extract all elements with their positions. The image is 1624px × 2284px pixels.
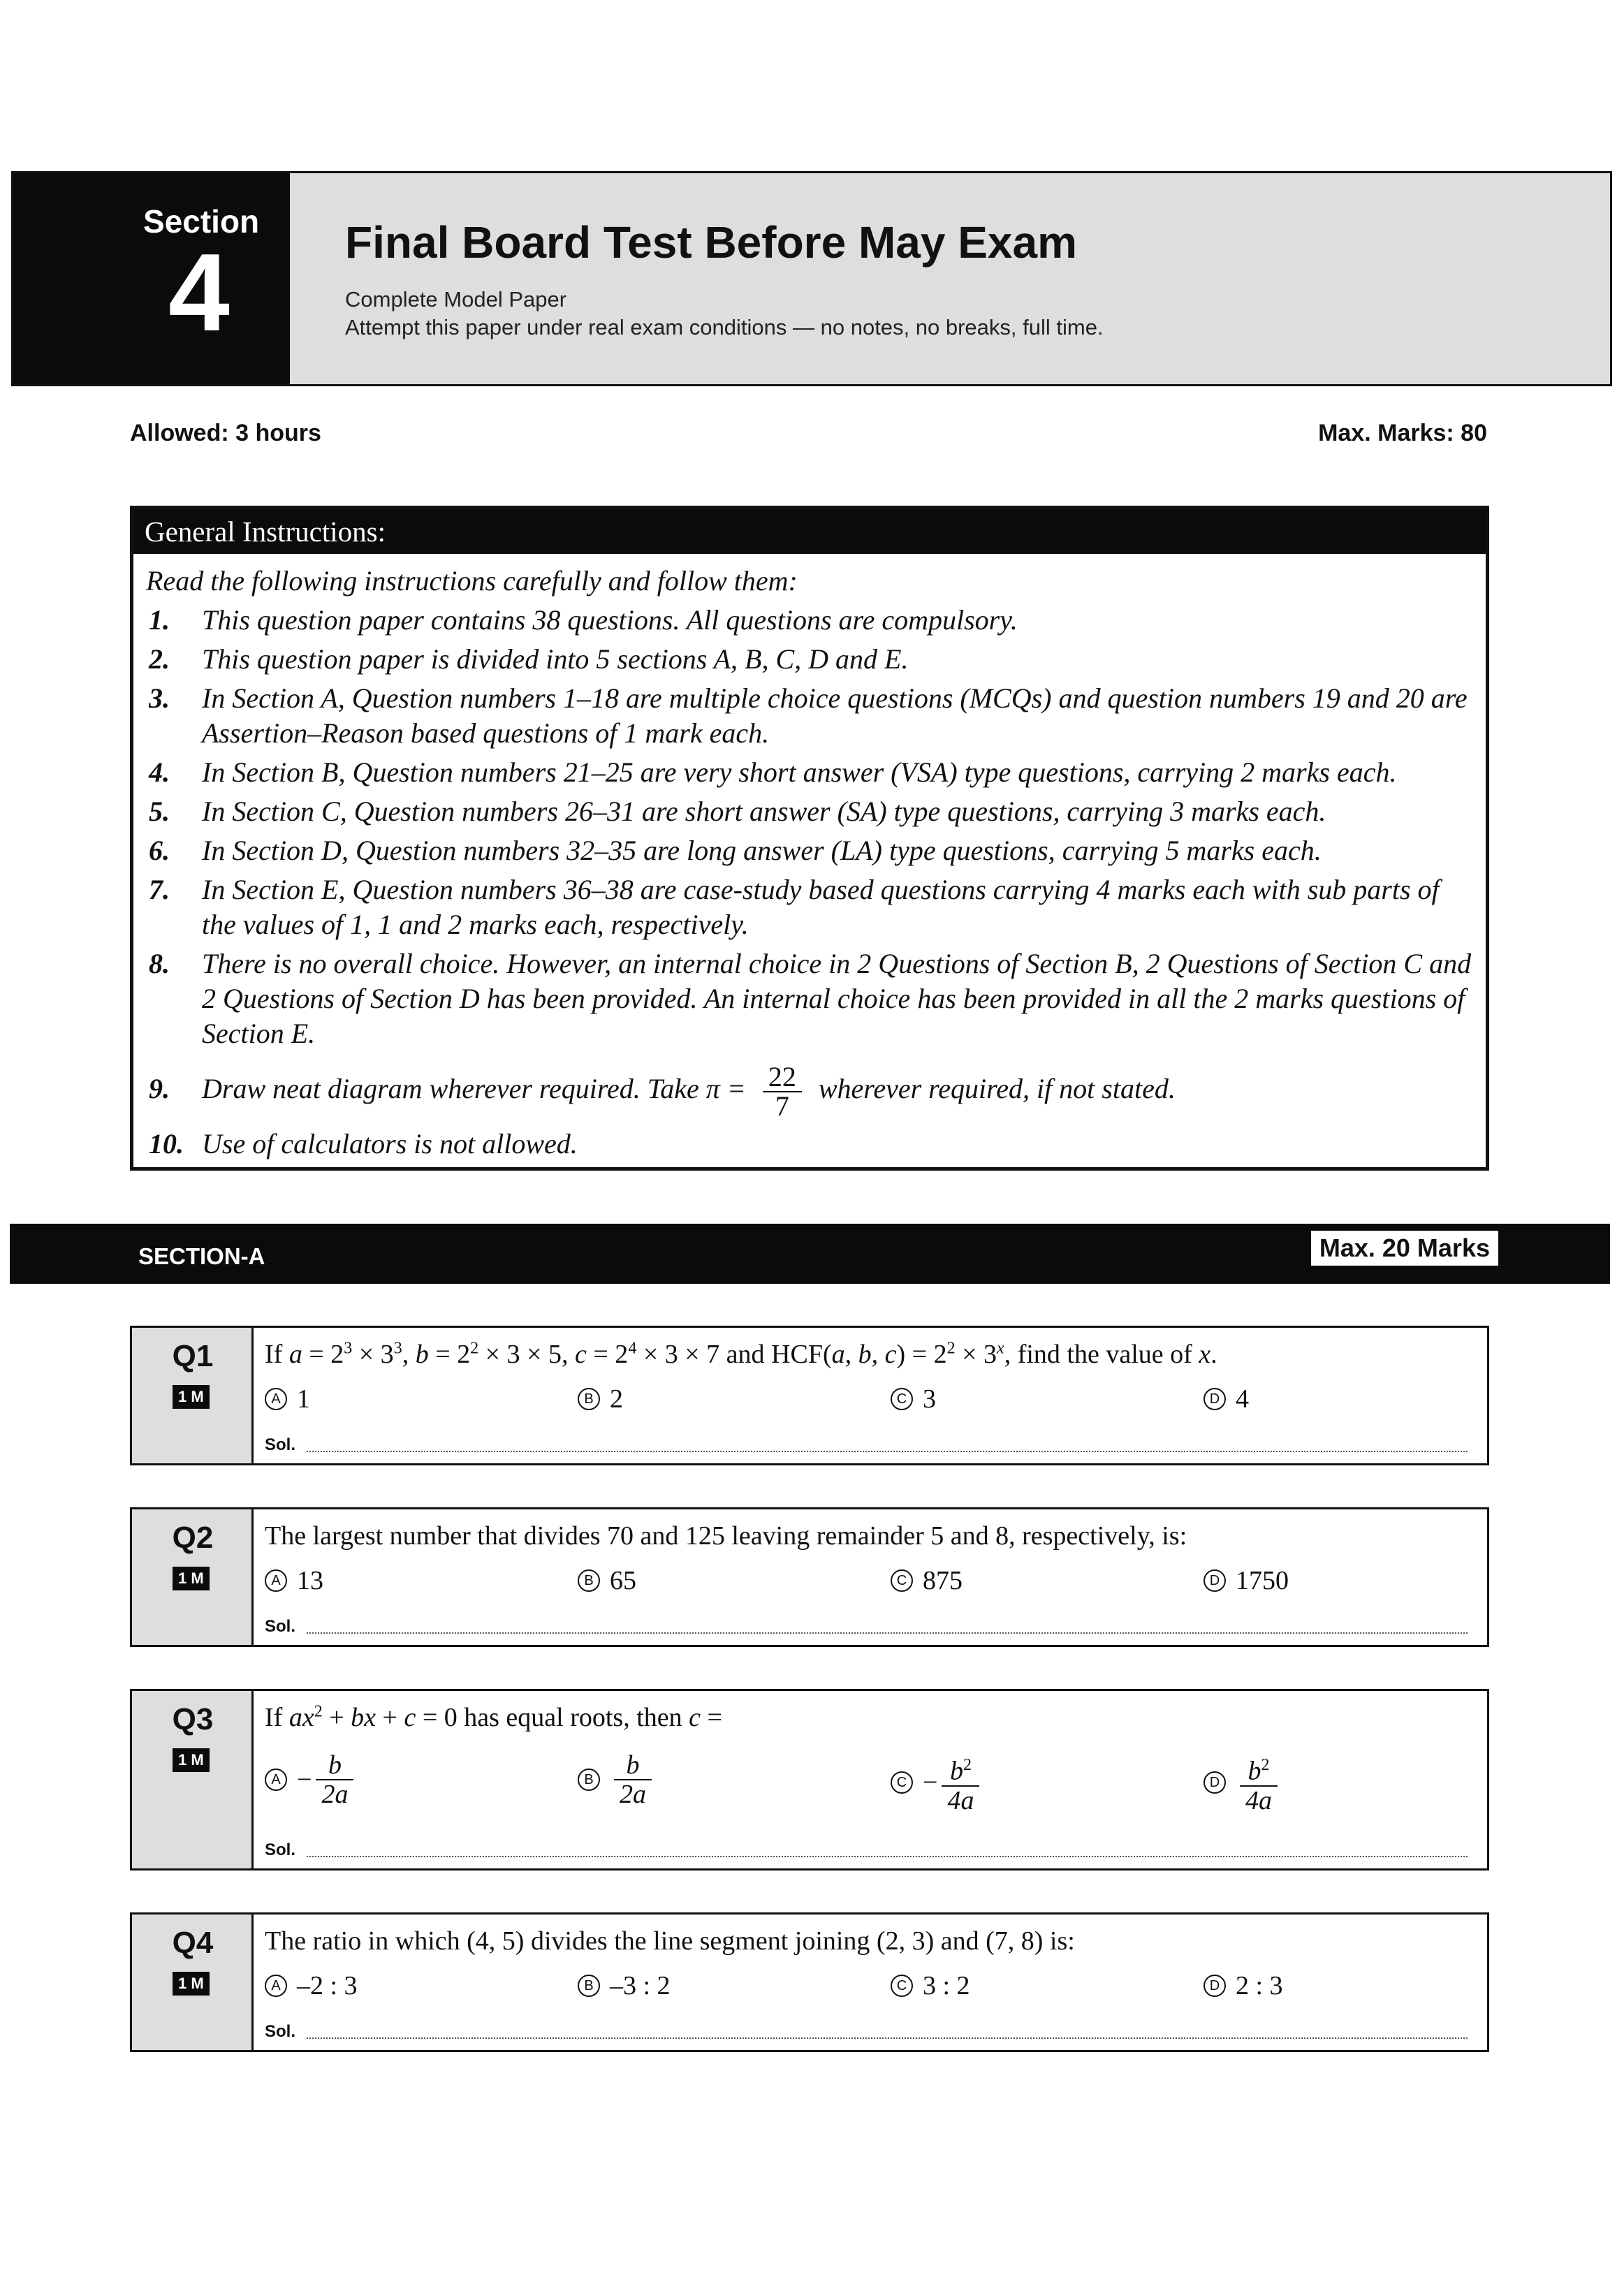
section-header <box>11 171 1612 386</box>
solution-label: Sol. <box>265 1617 296 1636</box>
instructions-intro: Read the following instructions carefully and follow them: <box>146 565 798 596</box>
section-a-marks: Max. 20 Marks <box>1311 1231 1498 1266</box>
question-number: Q2 <box>172 1521 214 1555</box>
option-letter: D <box>1204 1975 1226 1997</box>
option-letter: C <box>891 1771 913 1794</box>
section-badge <box>13 173 290 384</box>
question-number: Q4 <box>172 1926 214 1960</box>
option-b[interactable]: B $\frac{b}{2a}$ <box>578 1751 661 1808</box>
option-d[interactable]: D 4 <box>1204 1384 1249 1414</box>
section-word: Section <box>143 203 260 240</box>
option-letter: B <box>578 1569 600 1592</box>
option-letter: A <box>265 1569 287 1592</box>
question-card <box>130 1507 1489 1647</box>
solution-line[interactable] <box>307 1856 1468 1857</box>
option-a[interactable]: A 1 <box>265 1384 310 1414</box>
instruction-item: 7. In Section E, Question numbers 36–38 are case-study based questions carrying 4 marks each with sub parts of the values of 1, 1 and 2 marks each, respectively. <box>149 874 1440 940</box>
instructions-body <box>146 564 1473 1162</box>
question-card <box>130 1326 1489 1465</box>
option-b[interactable]: B 65 <box>578 1565 636 1596</box>
solution-label: Sol. <box>265 2022 296 2041</box>
option-letter: A <box>265 1769 287 1791</box>
option-c[interactable]: C 875 <box>891 1565 963 1596</box>
question-text: If $ax^2$ + bx + c = 0 has equal roots, then c = <box>265 1702 722 1732</box>
option-c[interactable]: C − $\frac{b^2}{4a}$ <box>891 1751 989 1815</box>
question-sidebar <box>132 1691 254 1868</box>
mark-badge: 1 M <box>173 1748 210 1772</box>
solution-label: Sol. <box>265 1840 296 1859</box>
question-card <box>130 1912 1489 2052</box>
option-a[interactable]: A –2 : 3 <box>265 1970 358 2001</box>
instruction-item: 2. This question paper is divided into 5 sections A, B, C, D and E. <box>149 643 909 675</box>
solution-line[interactable] <box>307 1451 1468 1452</box>
option-c[interactable]: C 3 <box>891 1384 936 1414</box>
option-b[interactable]: B 2 <box>578 1384 623 1414</box>
solution-line[interactable] <box>307 1632 1468 1634</box>
instructions-heading: General Instructions: <box>133 509 1486 554</box>
option-letter: B <box>578 1388 600 1410</box>
instruction-item: 3. In Section A, Question numbers 1–18 are multiple choice questions (MCQs) and question numbers 19 and 20 are Assertion–Reason based questions of 1 mark each. <box>149 682 1468 749</box>
question-number: Q3 <box>172 1702 214 1736</box>
question-sidebar <box>132 1915 254 2050</box>
question-card <box>130 1689 1489 1871</box>
option-letter: C <box>891 1388 913 1410</box>
option-letter: B <box>578 1769 600 1791</box>
option-letter: D <box>1204 1388 1226 1410</box>
instruction-item: 10. Use of calculators is not allowed. <box>149 1128 578 1159</box>
option-letter: D <box>1204 1569 1226 1592</box>
page-note: Attempt this paper under real exam conditions — no notes, no breaks, full time. <box>345 315 1104 339</box>
mark-badge: 1 M <box>173 1385 210 1409</box>
option-d[interactable]: D $\frac{b^2}{4a}$ <box>1204 1751 1287 1815</box>
page-title: Final Board Test Before May Exam <box>345 217 1077 268</box>
pi-fraction: $\frac{22}{7}$ <box>763 1063 802 1120</box>
section-number: 4 <box>168 231 230 354</box>
option-d[interactable]: D 2 : 3 <box>1204 1970 1283 2001</box>
question-sidebar <box>132 1328 254 1463</box>
instruction-item: 5. In Section C, Question numbers 26–31 are short answer (SA) type questions, carrying 3 marks each. <box>149 796 1326 827</box>
option-a[interactable]: A 13 <box>265 1565 323 1596</box>
option-letter: A <box>265 1388 287 1410</box>
instruction-item: 4. In Section B, Question numbers 21–25 are very short answer (VSA) type questions, carrying 2 marks each. <box>149 756 1397 788</box>
option-letter: A <box>265 1975 287 1997</box>
instruction-item: 9. Draw neat diagram wherever required. Take π = $\frac{22}{7}$ wherever required, if not stated. <box>149 1060 1176 1122</box>
option-letter: C <box>891 1569 913 1592</box>
option-b[interactable]: B –3 : 2 <box>578 1970 671 2001</box>
option-a[interactable]: A − $\frac{b}{2a}$ <box>265 1751 363 1808</box>
option-c[interactable]: C 3 : 2 <box>891 1970 970 2001</box>
question-text: The ratio in which (4, 5) divides the line segment joining (2, 3) and (7, 8) is: <box>265 1926 1075 1956</box>
option-d[interactable]: D 1750 <box>1204 1565 1289 1596</box>
instruction-item: 8. There is no overall choice. However, an internal choice in 2 Questions of Section B, 2 Questions of Section C and 2 Questions of Section D has been provided. An internal choice has been provided in all the 2 marks questions of Section E. <box>149 948 1472 1049</box>
max-marks: Max. Marks: 80 <box>1318 420 1487 446</box>
solution-line[interactable] <box>307 2037 1468 2039</box>
question-sidebar <box>132 1509 254 1645</box>
page-subtitle: Complete Model Paper <box>345 287 567 312</box>
question-text: The largest number that divides 70 and 125 leaving remainder 5 and 8, respectively, is: <box>265 1521 1187 1551</box>
instruction-item: 1. This question paper contains 38 questions. All questions are compulsory. <box>149 604 1018 636</box>
instruction-item: 6. In Section D, Question numbers 32–35 are long answer (LA) type questions, carrying 5 marks each. <box>149 835 1322 866</box>
solution-label: Sol. <box>265 1435 296 1454</box>
option-letter: D <box>1204 1771 1226 1794</box>
mark-badge: 1 M <box>173 1972 210 1996</box>
question-text: If $a = 2^3 \times 3^3$, $b = 2^2 \times 3 \times 5$, $c = 2^4 \times 3 \times 7$ and HCF(a, b, $c) = 2^2 \times 3^x$, find the value of x. <box>265 1339 1217 1369</box>
question-number: Q1 <box>172 1339 214 1373</box>
general-instructions <box>130 506 1489 1171</box>
section-a-label: SECTION-A <box>138 1243 265 1269</box>
section-a-bar <box>10 1224 1610 1284</box>
time-allowed: Allowed: 3 hours <box>130 420 321 446</box>
option-letter: B <box>578 1975 600 1997</box>
option-letter: C <box>891 1975 913 1997</box>
mark-badge: 1 M <box>173 1567 210 1590</box>
